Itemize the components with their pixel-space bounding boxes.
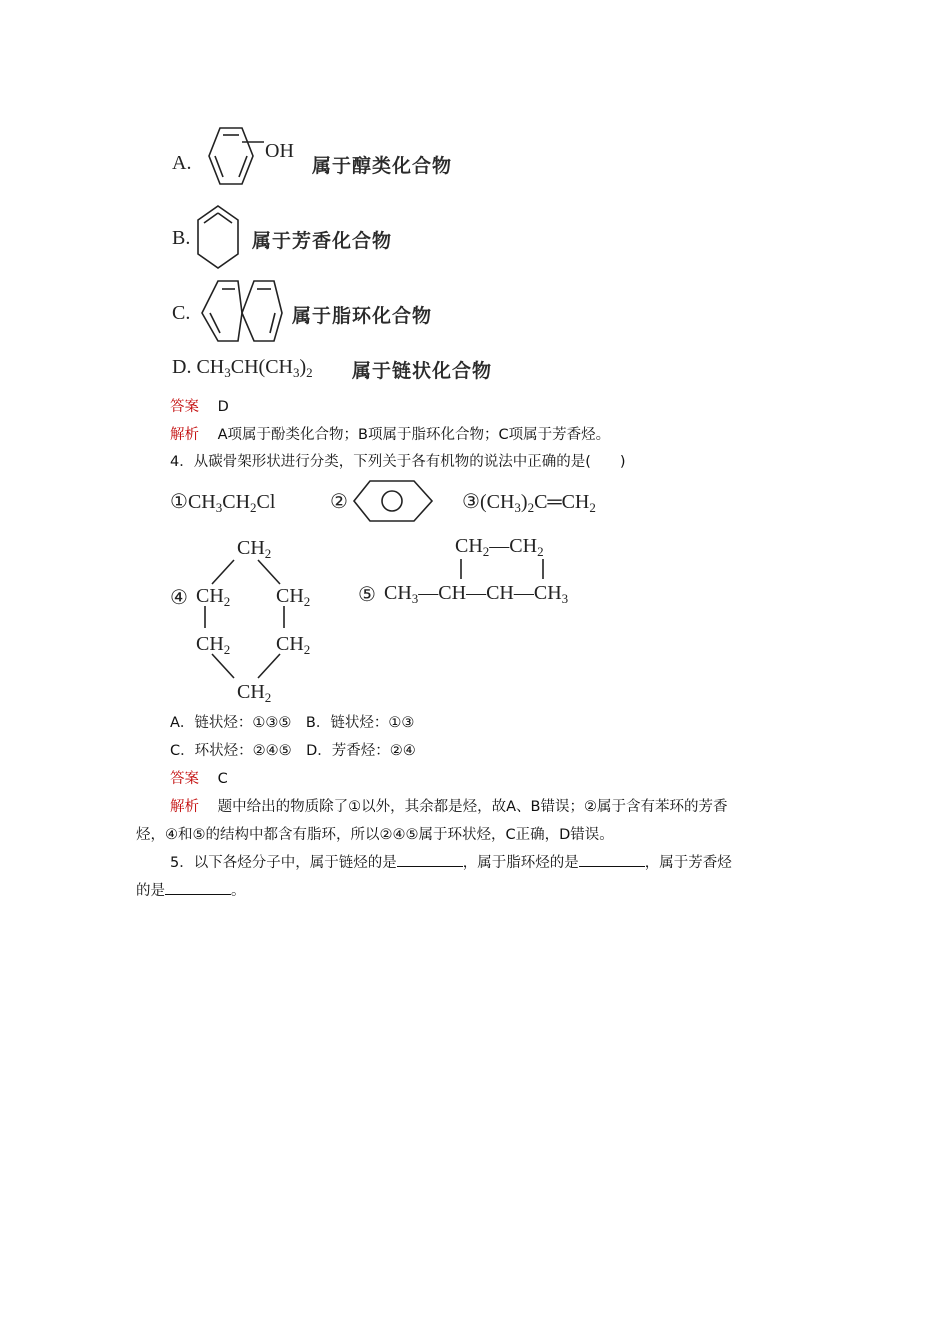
q4-item-4-number: ④ <box>170 587 188 609</box>
q5-line-1: 5．以下各烃分子中，属于链烃的是 ，属于脂环烃的是 ，属于芳香烃 <box>170 855 732 871</box>
q4-analysis-line-1 <box>170 795 727 816</box>
naphthalene-rings <box>198 277 288 349</box>
q3-answer-line <box>170 395 229 416</box>
q4-item-5-bottom: $CH_3—CH—CH—CH_3$ <box>384 582 569 606</box>
q3-analysis-line <box>170 423 610 444</box>
option-a-text: 属于醇类化合物 <box>312 155 453 177</box>
q4-answer-label: 答案 <box>170 771 199 787</box>
cyclohexadiene-ring <box>196 204 246 274</box>
q5-blank-alicyclic[interactable] <box>579 854 645 867</box>
option-d-text: 属于链状化合物 <box>352 360 493 382</box>
q4-item-5-top: $CH_2—CH_2$ <box>455 535 544 559</box>
q4-answer-value: C <box>217 771 228 787</box>
benzene-ring <box>352 478 436 524</box>
q4-options-row-2: C．环状烃：②④⑤ D．芳香烃：②④ <box>170 743 416 759</box>
cyclobutane-bonds <box>455 555 575 585</box>
option-d-formula: D. $CH_3CH(CH_3)_2$ <box>172 356 313 380</box>
option-a-oh-group: OH <box>265 140 294 162</box>
q4-stem: 4．从碳骨架形状进行分类，下列关于各有机物的说法中正确的是( ) <box>170 454 626 470</box>
q3-answer-label: 答案 <box>170 399 199 415</box>
q3-analysis-label: 解析 <box>170 427 199 443</box>
q4-item-3: $③(CH_3)_2C═CH_2$ <box>462 491 596 515</box>
q4-answer-line <box>170 767 228 788</box>
option-b-text: 属于芳香化合物 <box>252 230 393 252</box>
q4-options-row-1: A．链状烃：①③⑤ B．链状烃：①③ <box>170 715 415 731</box>
cyclohexane-bonds <box>190 550 330 690</box>
q4-item-4-right1-ch2: $CH_2$ <box>276 585 311 609</box>
q4-item-4-top-ch2: $CH_2$ <box>237 537 272 561</box>
option-b-letter: B. <box>172 227 191 249</box>
q4-item-4-left1-ch2: $CH_2$ <box>196 585 231 609</box>
q4-item-1: $①CH_3CH_2Cl$ <box>170 491 276 515</box>
q4-item-4-right2-ch2: $CH_2$ <box>276 633 311 657</box>
q5-line-2: 的是 。 <box>136 883 246 899</box>
q5-blank-aromatic[interactable] <box>165 882 231 895</box>
q4-item-2-number: ② <box>330 491 348 513</box>
option-c-text: 属于脂环化合物 <box>292 305 433 327</box>
q3-analysis-text: A项属于酚类化合物；B项属于脂环化合物；C项属于芳香烃。 <box>217 427 611 443</box>
q4-item-4-left2-ch2: $CH_2$ <box>196 633 231 657</box>
q4-item-4-bottom-ch2: $CH_2$ <box>237 681 272 705</box>
q4-analysis-line-2: 烃，④和⑤的结构中都含有脂环，所以②④⑤属于环状烃，C正确，D错误。 <box>136 827 614 843</box>
q5-blank-chain[interactable] <box>397 854 463 867</box>
q4-analysis-label: 解析 <box>170 799 199 815</box>
q3-answer-value: D <box>217 399 229 415</box>
option-c-letter: C. <box>172 302 191 324</box>
q4-item-5-number: ⑤ <box>358 584 376 606</box>
option-a-letter: A. <box>172 152 192 174</box>
option-d-letter: D. <box>172 356 192 378</box>
q4-analysis-text-1: 题中给出的物质除了①以外，其余都是烃，故A、B错误；②属于含有苯环的芳香 <box>217 799 728 815</box>
